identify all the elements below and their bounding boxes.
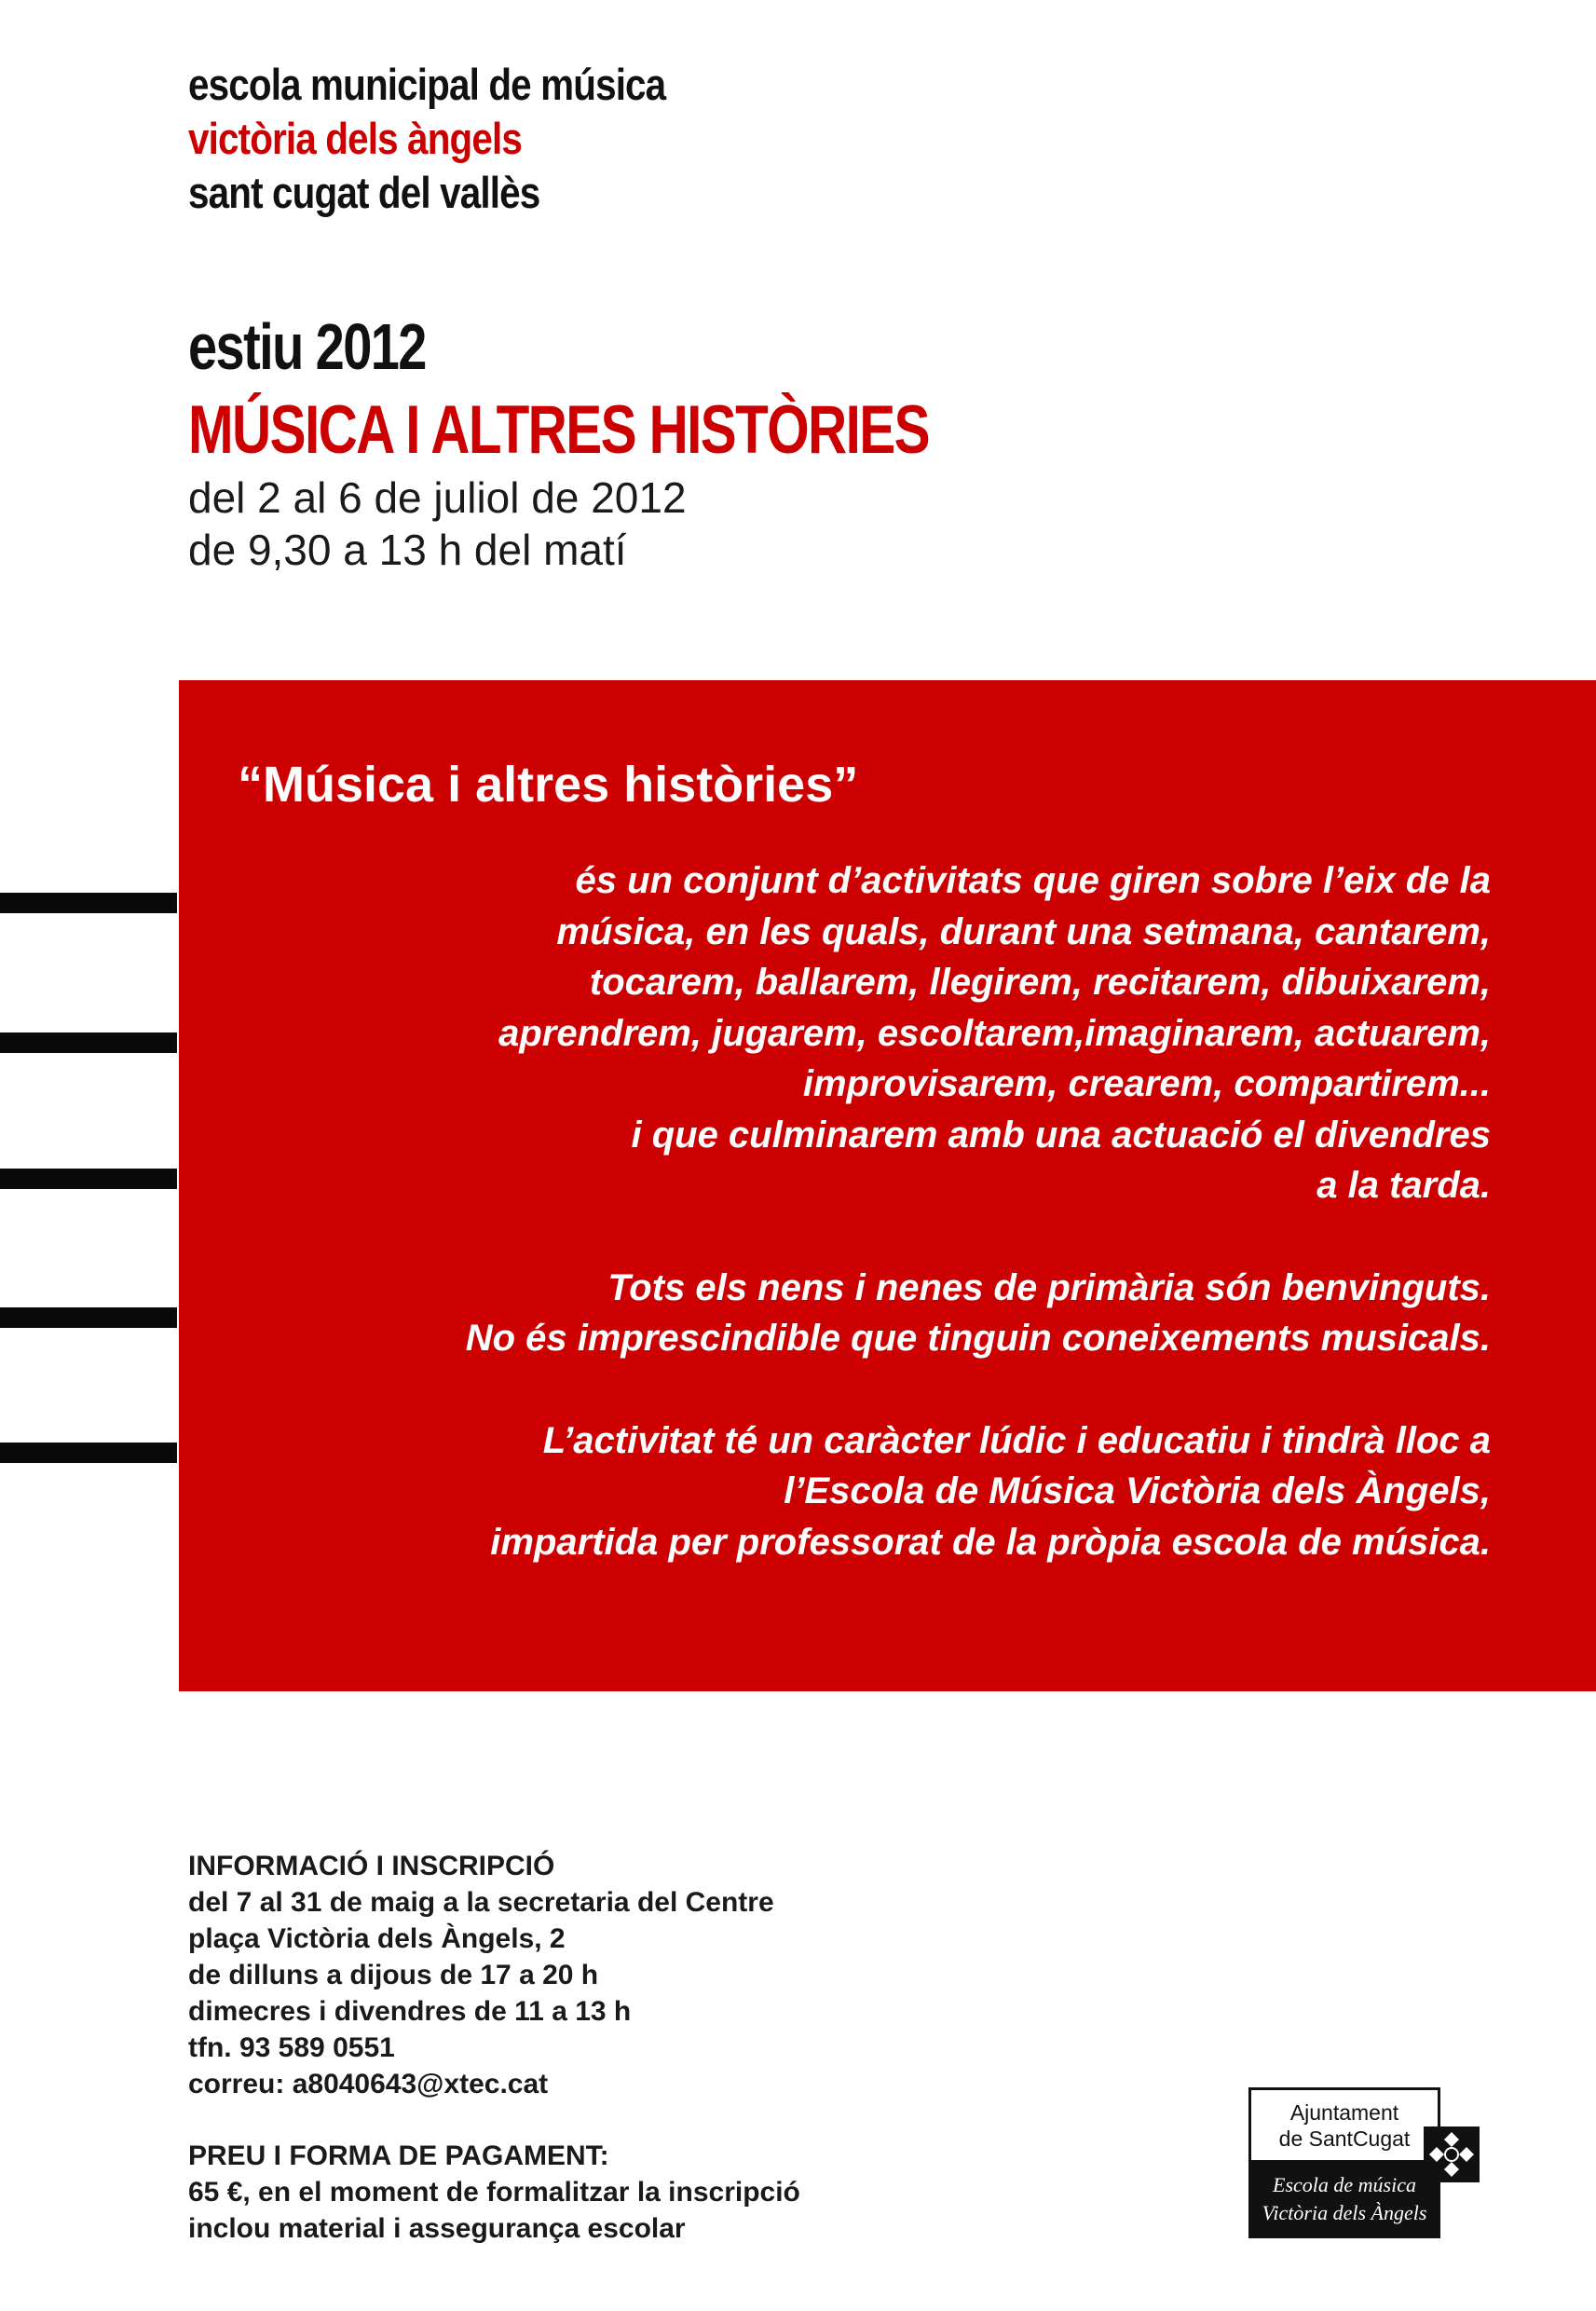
- logo-text: Ajuntament: [1289, 2100, 1399, 2125]
- description-body: [280, 855, 1491, 1567]
- school-type: escola municipal de música: [188, 60, 666, 109]
- description-paragraph: [280, 1263, 1491, 1364]
- description-line: improvisarem, crearem, compartirem...: [802, 1063, 1491, 1104]
- sant-cugat-emblem-icon: [1422, 2125, 1481, 2184]
- logo-text: Escola de música: [1273, 2173, 1416, 2196]
- description-line: impartida per professorat de la pròpia escola de música.: [490, 1521, 1491, 1563]
- event-schedule: [188, 472, 687, 576]
- description-paragraph: [280, 855, 1491, 1211]
- staff-line: [0, 1443, 177, 1463]
- info-heading: INFORMACIÓ I INSCRIPCIÓ: [188, 1851, 555, 1881]
- event-dates: del 2 al 6 de juliol de 2012: [188, 473, 687, 522]
- info-line: plaça Victòria dels Àngels, 2: [188, 1923, 566, 1954]
- description-line: i que culminarem amb una actuació el divendres: [631, 1114, 1491, 1156]
- description-line: Tots els nens i nenes de primària són benvinguts.: [607, 1266, 1491, 1308]
- event-hours: de 9,30 a 13 h del matí: [188, 526, 627, 574]
- school-name: victòria dels àngels: [188, 114, 522, 163]
- logo-text: Victòria dels Àngels: [1262, 2201, 1427, 2224]
- description-line: és un conjunt d’activitats que giren sobre l’eix de la: [575, 860, 1491, 901]
- info-phone: tfn. 93 589 0551: [188, 2032, 395, 2063]
- info-email[interactable]: correu: a8040643@xtec.cat: [188, 2069, 549, 2099]
- payment-heading: PREU I FORMA DE PAGAMENT:: [188, 2140, 609, 2171]
- description-line: aprendrem, jugarem, escoltarem,imaginarem, actuarem,: [498, 1012, 1491, 1054]
- description-line: música, en les quals, durant una setmana, cantarem,: [556, 910, 1491, 952]
- description-line: L’activitat té un caràcter lúdic i educatiu i tindrà lloc a: [542, 1419, 1491, 1461]
- ajuntament-logo: [1248, 2087, 1481, 2238]
- logo-top-panel: [1248, 2087, 1440, 2160]
- school-town: sant cugat del vallès: [188, 168, 540, 217]
- staff-line: [0, 1032, 177, 1053]
- description-title: “Música i altres històries”: [238, 757, 859, 813]
- payment-line: 65 €, en el moment de formalitzar la inscripció: [188, 2177, 800, 2208]
- description-line: No és imprescindible que tinguin coneixements musicals.: [465, 1318, 1491, 1359]
- payment-line: inclou material i assegurança escolar: [188, 2213, 686, 2244]
- event-season: estiu 2012: [188, 310, 426, 383]
- staff-line: [0, 1169, 177, 1189]
- description-line: tocarem, ballarem, llegirem, recitarem, dibuixarem,: [589, 962, 1491, 1003]
- info-line: del 7 al 31 de maig a la secretaria del Centre: [188, 1887, 774, 1918]
- school-header: [188, 58, 665, 220]
- description-box: [179, 680, 1596, 1691]
- description-line: a la tarda.: [1316, 1165, 1491, 1206]
- info-section: [188, 1848, 800, 2247]
- description-line: l’Escola de Música Victòria dels Àngels,: [784, 1470, 1491, 1511]
- info-line: de dilluns a dijous de 17 a 20 h: [188, 1960, 599, 1990]
- section-spacer: [188, 2102, 800, 2138]
- description-paragraph: [280, 1415, 1491, 1568]
- staff-line: [0, 893, 177, 913]
- logo-text: de SantCugat: [1278, 2126, 1411, 2151]
- logo-bottom-panel: [1248, 2160, 1440, 2238]
- staff-line: [0, 1307, 177, 1328]
- event-title: MÚSICA I ALTRES HISTÒRIES: [188, 392, 929, 468]
- info-line: dimecres i divendres de 11 a 13 h: [188, 1996, 632, 2027]
